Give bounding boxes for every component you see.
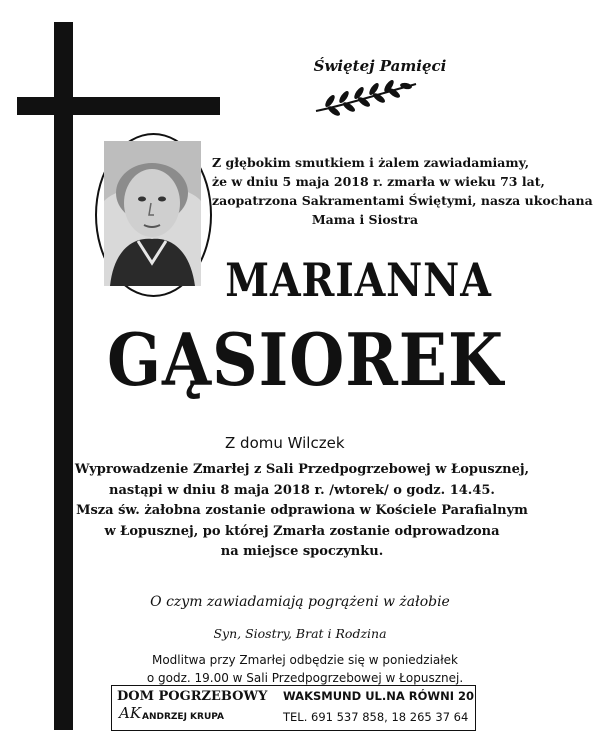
ceremony-line: Msza św. żałobna zostanie odprawiona w Kościele Parafialnym xyxy=(76,503,528,518)
mourners-notice: O czym zawiadamiają pogrążeni w żałobie xyxy=(150,594,450,610)
intro-line: zaopatrzona Sakramentami Świętymi, nasza ukochana xyxy=(212,193,593,208)
cross-horizontal-bar xyxy=(17,97,220,115)
funeral-home-owner: ANDRZEJ KRUPA xyxy=(142,712,225,722)
ceremony-line: na miejsce spoczynku. xyxy=(220,544,384,559)
cross-vertical-bar xyxy=(54,22,73,730)
intro-line: Mama i Siostra xyxy=(311,212,419,227)
memorial-heading: Świętej Pamięci xyxy=(313,57,447,75)
deceased-first-name: MARIANNA xyxy=(225,253,492,307)
ceremony-line: w Łopusznej, po której Zmarła zostanie odprowadzona xyxy=(104,523,500,539)
announcement-intro xyxy=(212,153,593,229)
ceremony-line: Wyprowadzenie Zmarłej z Sali Przedpogrzebowej w Łopusznej, xyxy=(74,462,530,477)
ceremony-details xyxy=(72,460,532,563)
prayer-line: o godz. 19.00 w Sali Przedpogrzebowej w Łopusznej. xyxy=(146,671,464,685)
maiden-name: Z domu Wilczek xyxy=(225,434,345,452)
funeral-home-address: WAKSMUND UL.NA RÓWNI 20 xyxy=(283,689,475,703)
ceremony-line: nastąpi w dniu 8 maja 2018 r. /wtorek/ o godz. 14.45. xyxy=(109,482,495,498)
deceased-last-name: GĄSIOREK xyxy=(107,317,504,402)
funeral-home-name: DOM POGRZEBOWY xyxy=(117,689,268,704)
portrait-photo xyxy=(104,141,201,286)
mourners-family: Syn, Siostry, Brat i Rodzina xyxy=(213,626,387,641)
prayer-line: Modlitwa przy Zmarłej odbędzie się w poniedziałek xyxy=(151,653,459,667)
funeral-home-phone: TEL. 691 537 858, 18 265 37 64 xyxy=(283,710,469,724)
prayer-notice xyxy=(80,651,530,687)
intro-line: że w dniu 5 maja 2018 r. zmarła w wieku 73 lat, xyxy=(212,174,545,189)
funeral-home-logo: AK xyxy=(119,704,142,722)
palm-branch-icon xyxy=(312,80,420,114)
intro-line: Z głębokim smutkiem i żalem zawiadamiamy, xyxy=(212,155,530,170)
